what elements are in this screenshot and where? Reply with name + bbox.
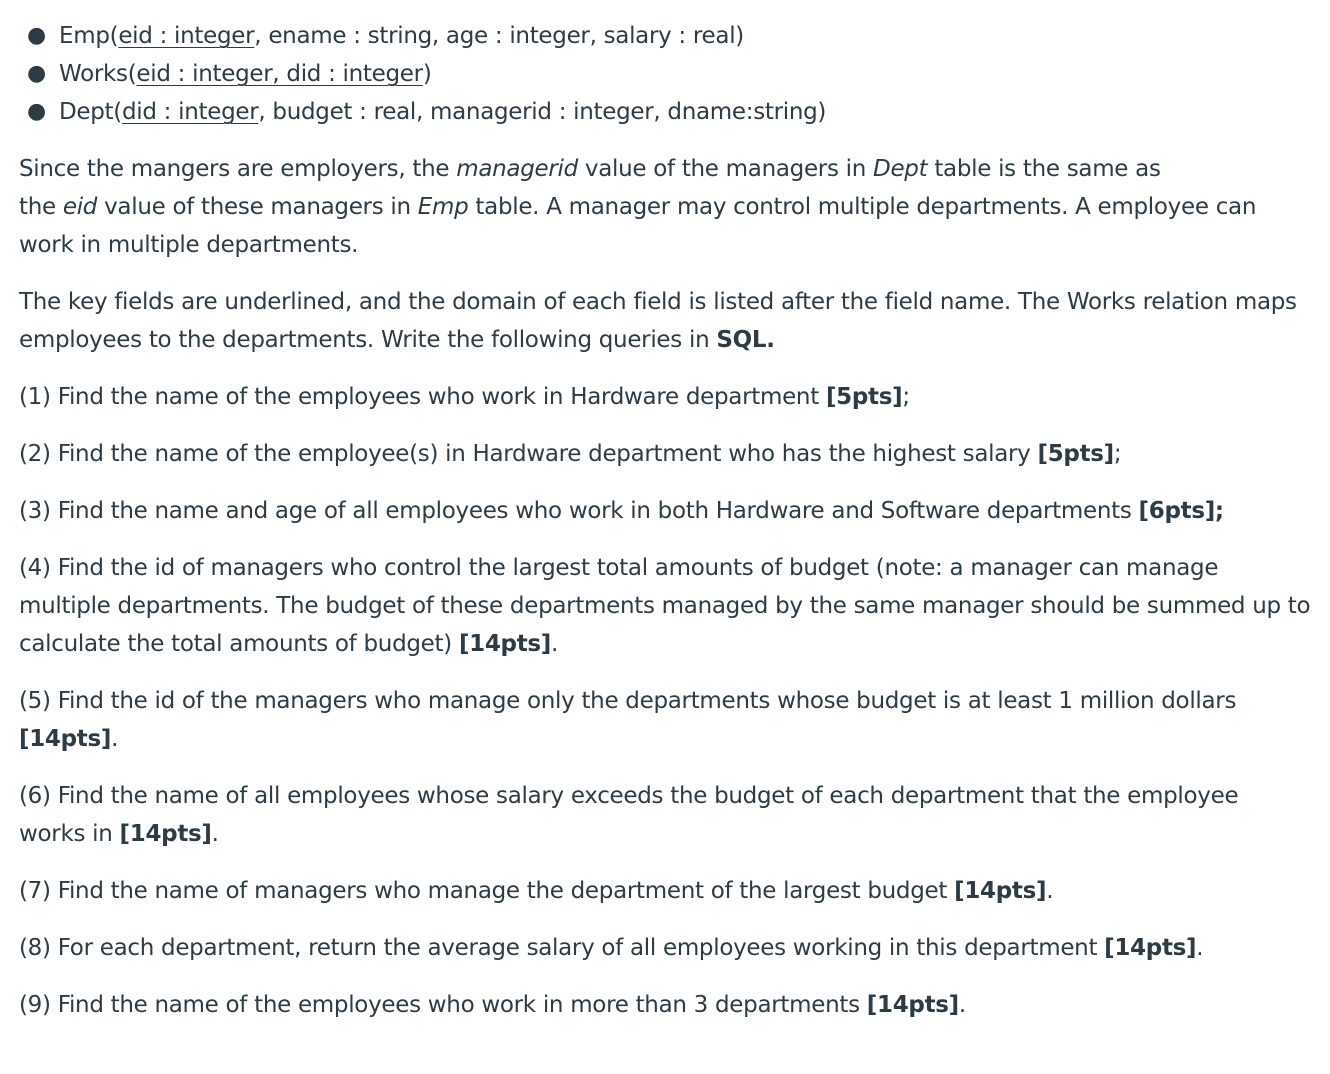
query-7 xyxy=(19,872,1053,910)
query-text: works in xyxy=(19,821,120,847)
bullet-icon: ● xyxy=(27,99,46,124)
text: value of the managers in xyxy=(577,156,874,182)
text: Since the mangers are employers, the xyxy=(19,156,457,182)
relation-name: Emp xyxy=(59,23,110,49)
key-field: did : integer xyxy=(121,99,259,125)
points-label: [14pts] xyxy=(866,992,959,1018)
points-label: [14pts] xyxy=(458,631,552,657)
bullet-icon: ● xyxy=(27,61,46,86)
intro-paragraph xyxy=(19,150,1256,264)
points-label: [14pts] xyxy=(119,821,212,847)
query-text: calculate the total amounts of budget) xyxy=(19,631,459,657)
text: table. A manager may control multiple departments. A employee can xyxy=(468,194,1257,220)
relation-fields: , budget : real, managerid : integer, dname:string) xyxy=(258,99,827,125)
text: table is the same as xyxy=(927,156,1161,182)
query-text: multiple departments. The budget of these departments managed by the same manager should be summed up to xyxy=(19,593,1311,619)
bullet-icon: ● xyxy=(27,23,46,48)
schema-list xyxy=(19,17,826,131)
emphasis: eid xyxy=(62,194,98,220)
keys-paragraph xyxy=(19,283,1297,359)
query-text: (1) Find the name of the employees who work in Hardware department xyxy=(19,384,826,410)
key-field: eid : integer, did : integer xyxy=(136,61,423,87)
query-text: (5) Find the id of the managers who manage only the departments whose budget is at least 1 million dollars xyxy=(19,688,1237,714)
query-text: (4) Find the id of managers who control the largest total amounts of budget (note: a manager can manage xyxy=(19,555,1219,581)
query-6 xyxy=(19,777,1238,853)
punctuation: . xyxy=(1196,935,1204,961)
text: work in multiple departments. xyxy=(19,232,359,258)
relation-fields: ) xyxy=(422,61,432,87)
schema-item-dept: ● Dept(did : integer, budget : real, managerid : integer, dname:string) xyxy=(19,93,826,131)
punctuation: . xyxy=(1046,878,1054,904)
points-label: [6pts]; xyxy=(1138,498,1224,524)
punctuation: . xyxy=(551,631,559,657)
punctuation: ; xyxy=(902,384,910,410)
emphasis: Dept xyxy=(873,156,928,182)
relation-name: Works xyxy=(59,61,128,87)
emphasis: managerid xyxy=(456,156,578,182)
text: value of these managers in xyxy=(97,194,418,220)
query-text: (7) Find the name of managers who manage the department of the largest budget xyxy=(19,878,955,904)
points-label: [5pts] xyxy=(1037,441,1114,467)
query-text: (6) Find the name of all employees whose salary exceeds the budget of each department that the employee xyxy=(19,783,1239,809)
text: The key fields are underlined, and the domain of each field is listed after the field name. The Works relation maps xyxy=(19,289,1297,315)
query-5 xyxy=(19,682,1236,758)
points-label: [14pts] xyxy=(1104,935,1197,961)
text: employees to the departments. Write the following queries in xyxy=(19,327,717,353)
key-field: eid : integer xyxy=(118,23,255,49)
punctuation: . xyxy=(211,821,219,847)
points-label: [14pts] xyxy=(19,726,112,752)
query-4 xyxy=(19,549,1310,663)
query-text: (8) For each department, return the average salary of all employees working in this department xyxy=(19,935,1105,961)
schema-item-emp: ● Emp(eid : integer, ename : string, age : integer, salary : real) xyxy=(19,17,826,55)
query-2 xyxy=(19,435,1121,473)
points-label: [5pts] xyxy=(825,384,903,410)
punctuation: . xyxy=(958,992,966,1018)
schema-item-works: ● Works(eid : integer, did : integer) xyxy=(19,55,826,93)
text: the xyxy=(19,194,63,220)
query-8 xyxy=(19,929,1203,967)
query-text: (3) Find the name and age of all employees who work in both Hardware and Software departments xyxy=(19,498,1139,524)
bold-text: SQL. xyxy=(716,327,775,353)
emphasis: Emp xyxy=(417,194,469,220)
points-label: [14pts] xyxy=(954,878,1047,904)
query-text: (2) Find the name of the employee(s) in Hardware department who has the highest salary xyxy=(19,441,1038,467)
query-3 xyxy=(19,492,1224,530)
query-1 xyxy=(19,378,910,416)
punctuation: ; xyxy=(1113,441,1122,467)
punctuation: . xyxy=(111,726,119,752)
query-text: (9) Find the name of the employees who work in more than 3 departments xyxy=(19,992,867,1018)
relation-name: Dept xyxy=(59,99,114,125)
relation-fields: , ename : string, age : integer, salary : real) xyxy=(254,23,744,49)
query-9 xyxy=(19,986,966,1024)
